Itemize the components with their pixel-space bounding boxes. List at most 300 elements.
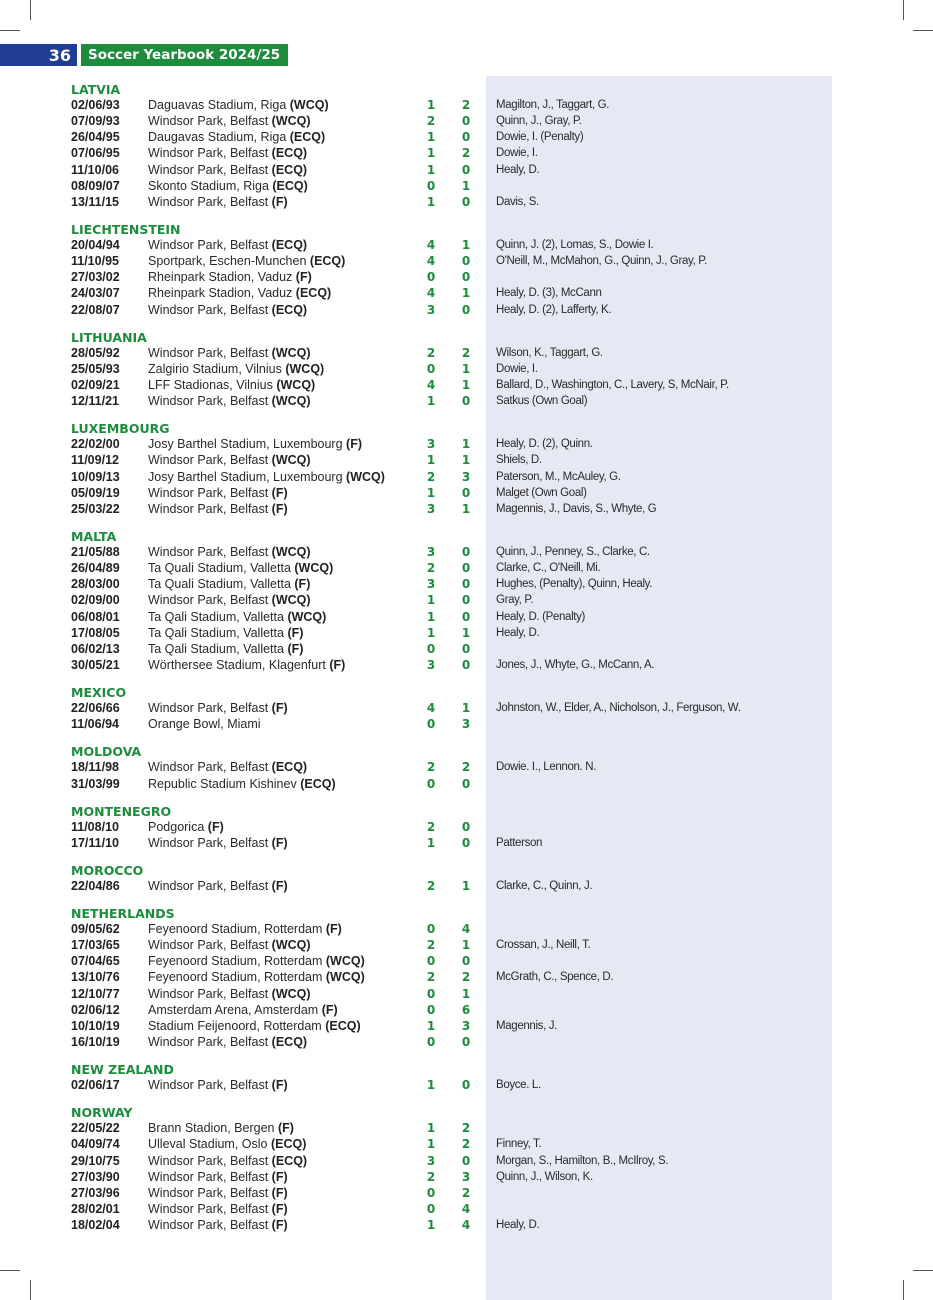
match-venue [148,485,288,501]
match-venue [148,759,307,775]
nir-score: 3 [426,437,436,452]
nir-score: 1 [426,1078,436,1093]
nir-score: 2 [426,819,436,834]
nir-score: 0 [426,986,436,1001]
country-heading: LITHUANIA [71,329,147,345]
goal-scorers: Ballard, D., Washington, C., Lavery, S, McNair, P. [496,378,729,391]
nir-score: 3 [426,657,436,672]
venue-name: Skonto Stadium, Riga [148,178,269,193]
country-section [0,744,933,791]
match-date: 12/10/77 [71,986,120,1001]
nir-score: 1 [426,98,436,112]
match-venue [148,1153,307,1169]
opponent-score: 0 [461,194,471,209]
country-heading: NORWAY [71,1105,133,1121]
match-venue [148,657,345,673]
crop-mark [30,1280,31,1300]
match-date: 18/02/04 [71,1218,120,1233]
competition-code: (WCQ) [325,954,365,969]
opponent-score: 1 [461,501,471,516]
opponent-score: 0 [461,544,471,559]
competition-code: (WCQ) [346,469,385,484]
match-row [0,1034,933,1050]
crop-mark [913,1270,933,1271]
competition-code: (WCQ) [271,986,311,1001]
venue-name: Daugavas Stadium, Riga [148,130,287,145]
match-row [0,921,933,937]
competition-code: (F) [346,437,362,452]
opponent-score: 4 [461,922,471,937]
match-venue [148,544,311,560]
opponent-score: 4 [461,1202,471,1217]
goal-scorers: Davis, S. [496,195,539,208]
match-row [0,819,933,835]
match-venue [148,178,308,194]
competition-code: (F) [271,194,288,209]
match-venue [148,700,288,716]
nir-score: 1 [426,194,436,209]
match-venue [148,269,312,285]
competition-code: (F) [271,835,288,850]
venue-name: Windsor Park, Belfast [148,162,269,177]
nir-score: 0 [426,1002,436,1017]
venue-name: Podgorica [148,819,205,834]
nir-score: 3 [426,302,436,317]
competition-code: (WCQ) [294,561,334,576]
match-venue [148,953,365,969]
country-section [0,906,933,1050]
opponent-score: 1 [461,361,471,376]
match-venue [148,625,303,641]
opponent-score: 2 [461,1137,471,1152]
nir-score: 4 [426,254,436,269]
opponent-score: 2 [461,98,471,112]
nir-score: 1 [426,162,436,177]
country-heading: MEXICO [71,685,127,701]
goal-scorers: Satkus (Own Goal) [496,395,588,408]
match-venue [148,436,362,452]
match-row [0,700,933,716]
match-venue [148,921,342,937]
country-heading: LATVIA [71,82,121,97]
goal-scorers: Quinn, J., Penney, S., Clarke, C. [496,545,650,558]
venue-name: Windsor Park, Belfast [148,501,269,516]
nir-score: 0 [426,641,436,656]
competition-code: (F) [287,641,304,656]
nir-score: 0 [426,1202,436,1217]
venue-name: Windsor Park, Belfast [148,114,269,129]
competition-code: (F) [271,1169,288,1184]
competition-code: (F) [325,922,342,937]
match-row [0,937,933,953]
opponent-score: 0 [461,1153,471,1168]
venue-name: Windsor Park, Belfast [148,1078,269,1093]
goal-scorers: Patterson [496,836,543,849]
venue-name: Ta Qali Stadium, Valletta [148,641,284,656]
competition-code: (WCQ) [287,609,327,624]
goal-scorers: Morgan, S., Hamilton, B., McIlroy, S. [496,1154,669,1167]
match-venue [148,986,311,1002]
goal-scorers: Healy, D. [496,163,540,176]
opponent-score: 3 [461,717,471,732]
venue-name: Ta Qali Stadium, Valletta [148,609,284,624]
match-venue [148,345,311,361]
competition-code: (F) [294,577,311,592]
venue-name: Ulleval Stadium, Oslo [148,1137,268,1152]
nir-score: 4 [426,377,436,392]
match-date: 22/08/07 [71,302,120,317]
competition-code: (F) [271,1185,288,1200]
competition-code: (WCQ) [285,361,325,376]
opponent-score: 0 [461,254,471,269]
match-row [0,576,933,592]
country-section [0,804,933,851]
nir-score: 4 [426,237,436,252]
nir-score: 2 [426,1169,436,1184]
goal-scorers: Jones, J., Whyte, G., McCann, A. [496,658,655,671]
opponent-score: 1 [461,437,471,452]
match-row [0,253,933,269]
match-row [0,237,933,253]
opponent-score: 2 [461,146,471,161]
match-row [0,544,933,560]
opponent-score: 0 [461,302,471,317]
match-date: 02/06/93 [71,98,120,112]
match-venue [148,1034,307,1050]
match-date: 06/02/13 [71,641,120,656]
competition-code: (WCQ) [289,98,329,112]
match-row [0,452,933,468]
venue-name: Feyenoord Stadium, Rotterdam [148,954,323,969]
country-section [0,421,933,517]
match-row [0,592,933,608]
match-venue [148,969,365,985]
match-row [0,1153,933,1169]
match-date: 22/05/22 [71,1121,120,1136]
match-date: 17/11/10 [71,835,119,850]
competition-code: (F) [287,625,304,640]
goal-scorers: Magilton, J., Taggart, G. [496,99,610,111]
match-date: 02/06/17 [71,1078,120,1093]
opponent-score: 0 [461,776,471,791]
match-row [0,285,933,301]
goal-scorers: Boyce. L. [496,1079,541,1092]
nir-score: 3 [426,577,436,592]
opponent-score: 1 [461,986,471,1001]
venue-name: Windsor Park, Belfast [148,1153,269,1168]
nir-score: 0 [426,361,436,376]
match-date: 25/03/22 [71,501,120,516]
competition-code: (F) [329,657,346,672]
venue-name: Daguavas Stadium, Riga [148,98,287,112]
match-date: 07/04/65 [71,954,120,969]
match-row [0,501,933,517]
goal-scorers: Malget (Own Goal) [496,486,587,499]
match-date: 07/09/93 [71,114,120,129]
venue-name: Wörthersee Stadium, Klagenfurt [148,657,326,672]
match-venue [148,194,288,210]
goal-scorers: Magennis, J., Davis, S., Whyte, G [496,502,657,515]
opponent-score: 0 [461,485,471,500]
nir-score: 4 [426,286,436,301]
venue-name: Windsor Park, Belfast [148,345,269,360]
competition-code: (WCQ) [271,544,311,559]
nir-score: 1 [426,1121,436,1136]
venue-name: Orange Bowl, Miami [148,717,261,732]
country-section [0,863,933,894]
opponent-score: 0 [461,561,471,576]
competition-code: (F) [271,501,288,516]
competition-code: (WCQ) [271,593,311,608]
match-date: 11/09/12 [71,453,119,468]
match-venue [148,641,303,657]
match-venue [148,377,315,393]
nir-score: 1 [426,1137,436,1152]
match-row [0,657,933,673]
match-row [0,560,933,576]
goal-scorers: Gray, P. [496,594,534,607]
match-row [0,953,933,969]
venue-name: Windsor Park, Belfast [148,453,269,468]
page-number: 36 [0,44,77,66]
venue-name: Feyenoord Stadium, Rotterdam [148,970,323,985]
match-row [0,97,933,113]
goal-scorers: Finney, T. [496,1138,542,1151]
venue-name: Stadium Feijenoord, Rotterdam [148,1018,322,1033]
match-row [0,393,933,409]
match-date: 30/05/21 [71,657,120,672]
match-date: 29/10/75 [71,1153,120,1168]
opponent-score: 3 [461,1169,471,1184]
match-venue [148,253,345,269]
match-date: 22/06/66 [71,701,120,716]
match-date: 22/02/00 [71,437,120,452]
competition-code: (ECQ) [271,760,308,775]
nir-score: 2 [426,345,436,360]
match-date: 09/05/62 [71,922,120,937]
crop-mark [0,1270,20,1271]
venue-name: Windsor Park, Belfast [148,1035,269,1050]
match-row [0,716,933,732]
nir-score: 1 [426,394,436,409]
opponent-score: 1 [461,377,471,392]
goal-scorers: Healy, D. (2), Lafferty, K. [496,303,612,316]
match-row [0,776,933,792]
opponent-score: 1 [461,878,471,893]
opponent-score: 0 [461,954,471,969]
venue-name: Windsor Park, Belfast [148,986,269,1001]
match-venue [148,469,385,485]
match-date: 24/03/07 [71,286,120,301]
crop-mark [903,1280,904,1300]
match-row [0,835,933,851]
page-header [0,44,288,66]
competition-code: (ECQ) [325,1018,361,1033]
nir-score: 1 [426,1218,436,1233]
goal-scorers: Wilson, K., Taggart, G. [496,346,603,359]
crop-mark [0,30,20,31]
nir-score: 1 [426,146,436,161]
venue-name: Windsor Park, Belfast [148,1202,269,1217]
opponent-score: 1 [461,453,471,468]
nir-score: 1 [426,835,436,850]
competition-code: (F) [207,819,224,834]
goal-scorers: Johnston, W., Elder, A., Nicholson, J., Ferguson, W. [496,702,741,715]
match-venue [148,1002,338,1018]
opponent-score: 2 [461,345,471,360]
opponent-score: 0 [461,835,471,850]
match-venue [148,1169,288,1185]
match-date: 26/04/89 [71,561,120,576]
goal-scorers: Healy, D. (2), Quinn. [496,438,593,451]
opponent-score: 0 [461,270,471,285]
match-date: 25/05/93 [71,361,120,376]
match-row [0,361,933,377]
country-heading: LIECHTENSTEIN [71,221,181,237]
nir-score: 1 [426,609,436,624]
match-row [0,469,933,485]
match-venue [148,1077,288,1093]
nir-score: 0 [426,1035,436,1050]
match-venue [148,1217,288,1233]
competition-code: (F) [271,1218,288,1233]
venue-name: LFF Stadionas, Vilnius [148,377,273,392]
match-row [0,162,933,178]
venue-name: Rheinpark Stadion, Vaduz [148,270,293,285]
goal-scorers: Dowie, I. [496,362,538,375]
nir-score: 3 [426,1153,436,1168]
nir-score: 3 [426,501,436,516]
match-records [0,82,933,1245]
venue-name: Josy Barthel Stadium, Luxembourg [148,437,343,452]
match-row [0,113,933,129]
nir-score: 2 [426,760,436,775]
venue-name: Ta Qali Stadium, Valletta [148,625,284,640]
country-section [0,529,933,673]
match-venue [148,1185,288,1201]
match-date: 11/10/06 [71,162,119,177]
nir-score: 1 [426,130,436,145]
country-section [0,222,933,318]
match-date: 02/09/00 [71,593,120,608]
country-heading: NEW ZEALAND [71,1062,174,1078]
competition-code: (ECQ) [272,178,308,193]
venue-name: Brann Stadion, Bergen [148,1121,275,1136]
match-date: 10/09/13 [71,469,120,484]
match-date: 11/08/10 [71,819,119,834]
match-venue [148,716,261,732]
match-venue [148,452,311,468]
match-date: 06/08/01 [71,609,120,624]
venue-name: Ta Quali Stadium, Valletta [148,577,291,592]
match-venue [148,237,307,253]
venue-name: Ta Quali Stadium, Valletta [148,561,291,576]
competition-code: (WCQ) [271,453,311,468]
crop-mark [30,0,31,20]
crop-mark [913,30,933,31]
goal-scorers: Clarke, C., O'Neill, Mi. [496,562,601,575]
venue-name: Windsor Park, Belfast [148,835,269,850]
opponent-score: 2 [461,1185,471,1200]
match-row [0,969,933,985]
opponent-score: 0 [461,1078,471,1093]
nir-score: 0 [426,922,436,937]
match-date: 18/11/98 [71,760,119,775]
nir-score: 1 [426,453,436,468]
match-date: 05/09/19 [71,485,120,500]
goal-scorers: Magennis, J. [496,1019,557,1032]
competition-code: (F) [321,1002,338,1017]
competition-code: (ECQ) [295,286,332,301]
match-row [0,194,933,210]
country-heading: MOLDOVA [71,744,142,760]
goal-scorers: Hughes, (Penalty), Quinn, Healy. [496,578,653,591]
match-row [0,1136,933,1152]
match-date: 21/05/88 [71,544,120,559]
match-row [0,1018,933,1034]
competition-code: (WCQ) [271,938,311,953]
goal-scorers: Crossan, J., Neill, T. [496,939,591,952]
match-date: 28/03/00 [71,577,120,592]
country-heading: MOROCCO [71,862,144,878]
goal-scorers: Healy, D. (Penalty) [496,610,586,623]
match-venue [148,819,224,835]
nir-score: 2 [426,878,436,893]
country-section [0,1062,933,1093]
match-row [0,625,933,641]
nir-score: 0 [426,954,436,969]
match-row [0,302,933,318]
match-venue [148,1120,294,1136]
venue-name: Zalgirio Stadium, Vilnius [148,361,282,376]
match-date: 27/03/96 [71,1185,120,1200]
opponent-score: 3 [461,469,471,484]
competition-code: (F) [295,270,312,285]
goal-scorers: Dowie. I., Lennon. N. [496,761,597,774]
competition-code: (F) [271,701,288,716]
match-row [0,345,933,361]
opponent-score: 0 [461,130,471,145]
venue-name: Feyenoord Stadium, Rotterdam [148,922,323,937]
match-row [0,1120,933,1136]
goal-scorers: Dowie, I. [496,147,538,160]
match-date: 02/06/12 [71,1002,120,1017]
match-date: 27/03/90 [71,1169,120,1184]
match-row [0,436,933,452]
competition-code: (F) [271,485,288,500]
nir-score: 0 [426,1185,436,1200]
country-section [0,330,933,410]
match-date: 31/03/99 [71,776,120,791]
match-venue [148,393,311,409]
goal-scorers: Healy, D. [496,1219,540,1232]
opponent-score: 6 [461,1002,471,1017]
match-row [0,1217,933,1233]
venue-name: Windsor Park, Belfast [148,878,269,893]
venue-name: Windsor Park, Belfast [148,938,269,953]
match-date: 17/08/05 [71,625,120,640]
opponent-score: 1 [461,938,471,953]
match-date: 12/11/21 [71,394,119,409]
goal-scorers: Dowie, I. (Penalty) [496,131,584,144]
match-row [0,377,933,393]
competition-code: (ECQ) [289,130,326,145]
venue-name: Windsor Park, Belfast [148,1218,269,1233]
nir-score: 1 [426,625,436,640]
match-venue [148,1201,288,1217]
nir-score: 2 [426,561,436,576]
venue-name: Windsor Park, Belfast [148,760,269,775]
